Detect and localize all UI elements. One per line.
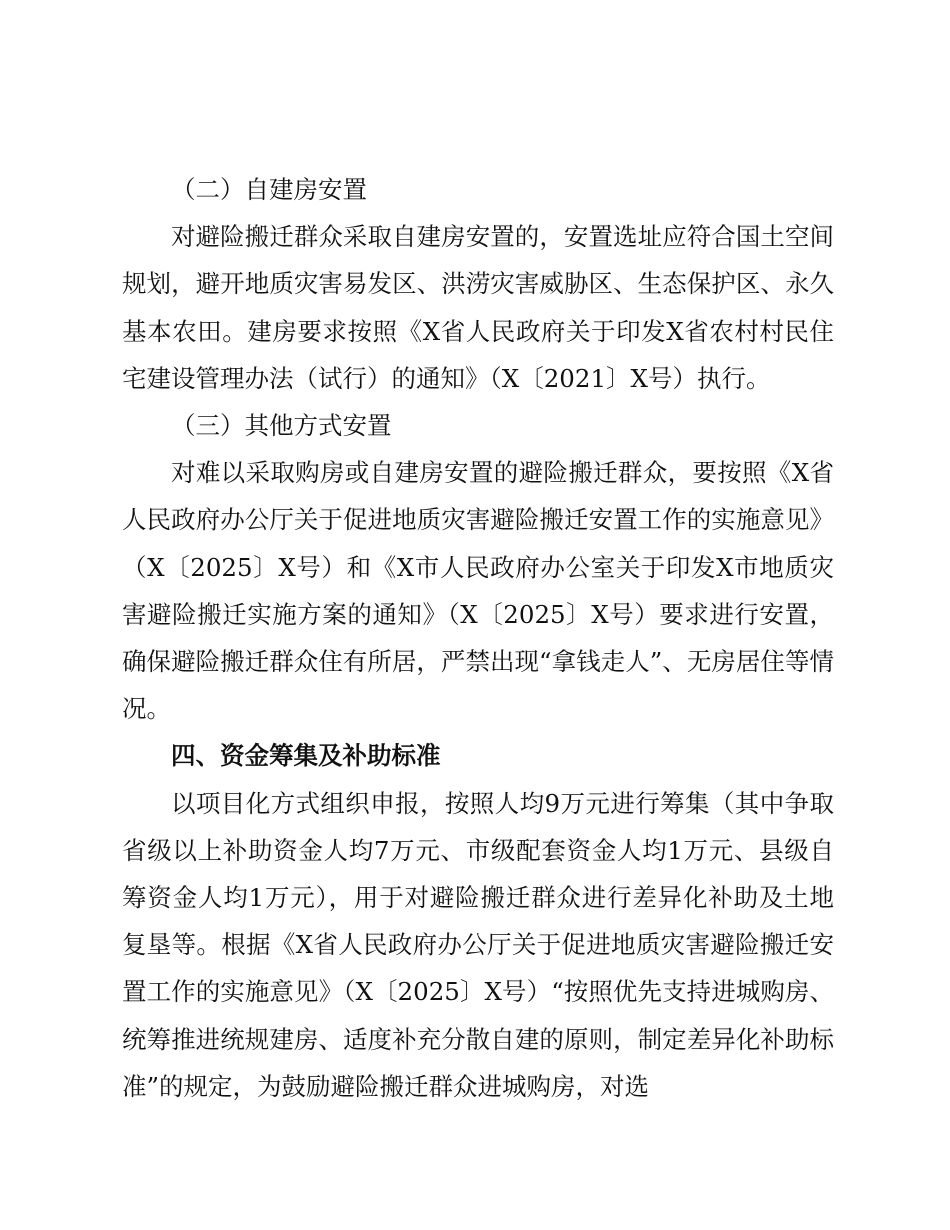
document-body: [122, 166, 834, 1110]
paragraph-self-built-housing: 对避险搬迁群众采取自建房安置的，安置选址应符合国土空间规划，避开地质灾害易发区、洪涝灾害威胁区、生态保护区、永久基本农田。建房要求按照《X省人民政府关于印发X省农村村民住宅建设管理办法（试行）的通知》（X〔2021〕X号）执行。: [122, 222, 834, 393]
sub-heading-other-methods: （三）其他方式安置: [171, 411, 392, 441]
paragraph-other-methods: 对难以采取购房或自建房安置的避险搬迁群众，要按照《X省人民政府办公厅关于促进地质灾害避险搬迁安置工作的实施意见》（X〔2025〕X号）和《X市人民政府办公室关于印发X市地质灾害避险搬迁实施方案的通知》（X〔2025〕X号）要求进行安置，确保避险搬迁群众住有所居，严禁出现“拿钱走人”、无房居住等情况。: [122, 458, 834, 724]
sub-heading-self-built-housing: （二）自建房安置: [171, 175, 367, 204]
section-heading-funding: 四、资金筹集及补助标准: [171, 741, 441, 771]
paragraph-funding: 以项目化方式组织申报，按照人均9万元进行筹集（其中争取省级以上补助资金人均7万元、市级配套资金人均1万元、县级自筹资金人均1万元），用于对避险搬迁群众进行差异化补助及土地复垦等。根据《X省人民政府办公厅关于促进地质灾害避险搬迁安置工作的实施意见》（X〔2025〕X号）“按照优先支持进城购房、统筹推进统规建房、适度补充分散自建的原则，制定差异化补助标准”的规定，为鼓励避险搬迁群众进城购房，对选: [122, 788, 834, 1101]
